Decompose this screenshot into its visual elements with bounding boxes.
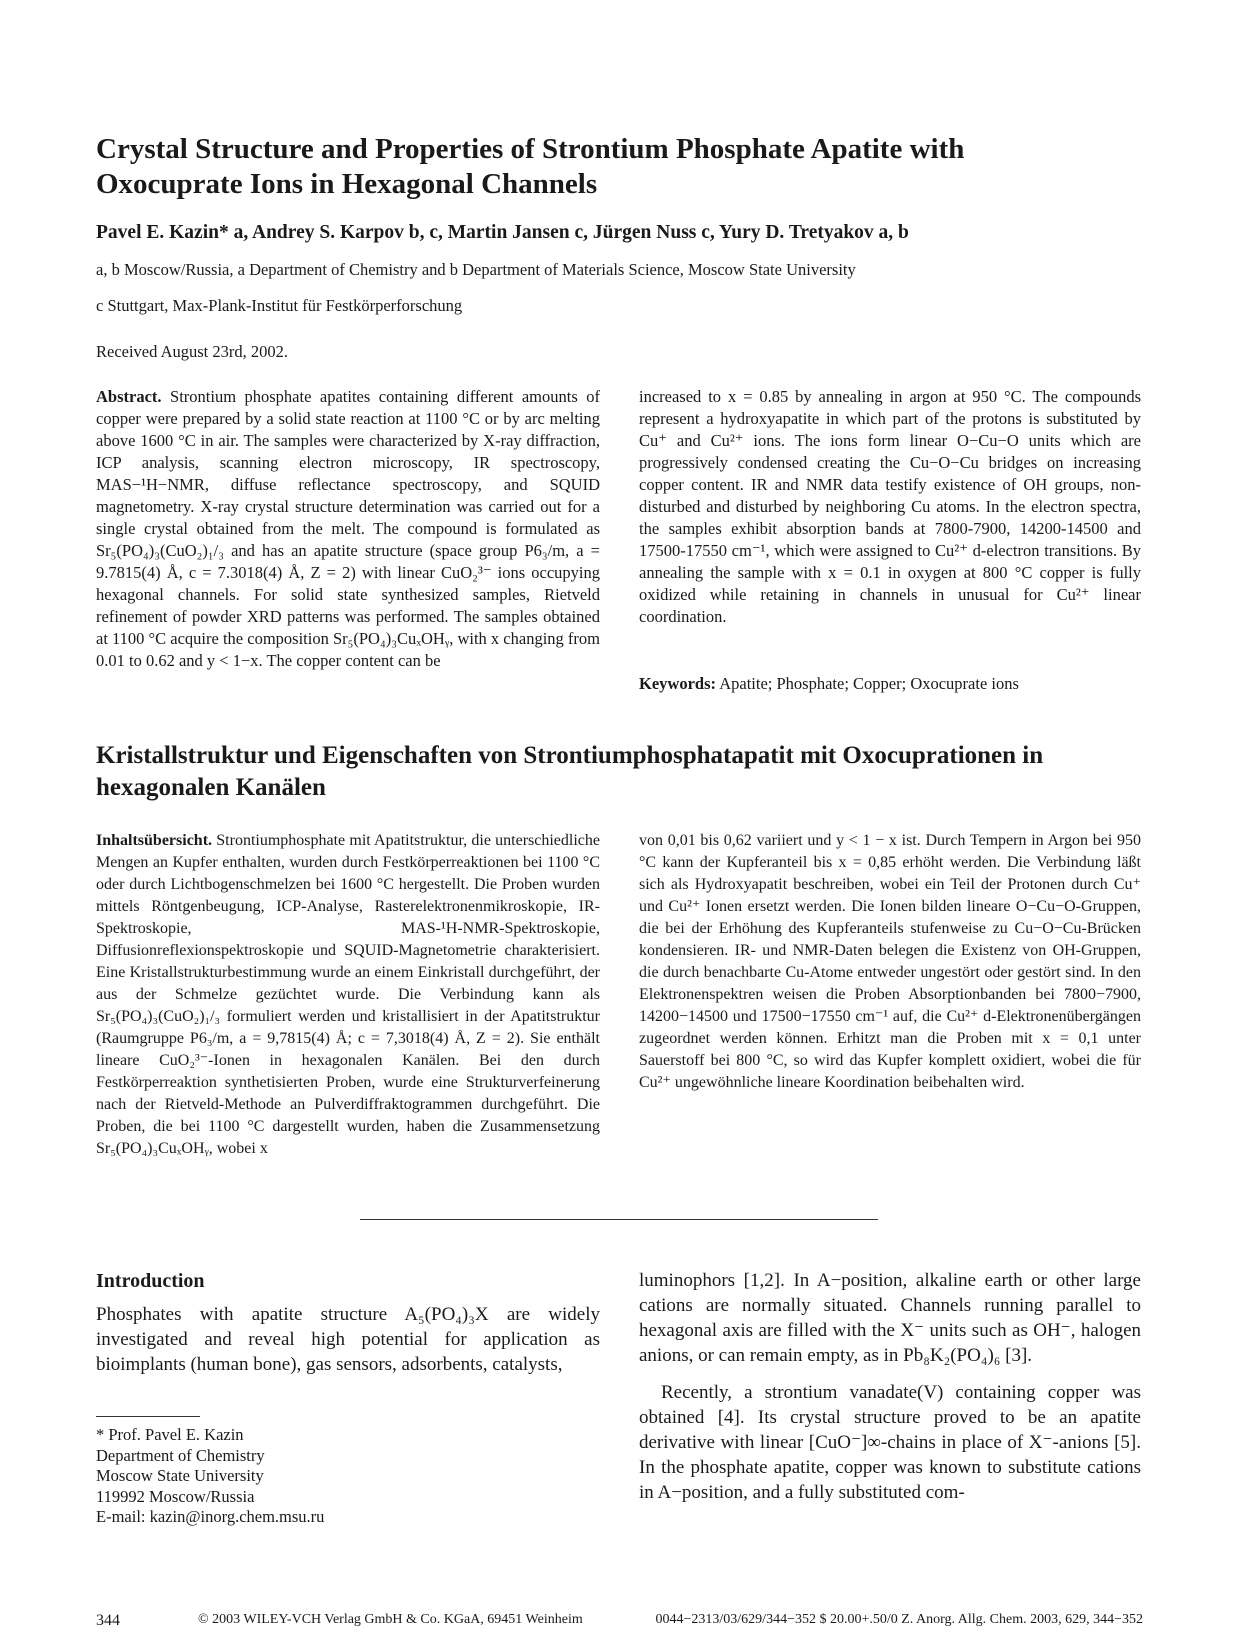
introduction-paragraph-2: Recently, a strontium vanadate(V) containing copper was obtained [4]. Its crystal structure proved to be an apatite derivative with linear [CuO⁻]∞-chains in place of X⁻-anions [5]. In the phosphate apatite, copper was known to substitute cations in A−position, and a fully substituted com- [639,1382,1141,1503]
german-abstract-text-right: von 0,01 bis 0,62 variiert und y < 1 − x ist. Durch Tempern in Argon bei 950 °C kann der Kupferanteil bis x = 0,85 erhöht werden. Die Verbindung läßt sich als Hydroxyapatit beschreiben, wobei ein Teil der Protonen durch Cu⁺ und Cu²⁺ Ionen ersetzt werden. Die Ionen bilden lineare O−Cu−O-Gruppen, die bei der Erhöhung des Kupferanteils stufenweise zu Cu−O−Cu-Brücken kondensieren. IR- und NMR-Daten belegen die Existenz von OH-Gruppen, die durch benachbarte Cu-Atome entweder ungestört oder gestört sind. In den Elektronenspektren weisen die Proben Absorptionbanden bei 7800−7900, 14200−14500 und 17500−17550 cm⁻¹ auf, die Cu²⁺ d-Elektronenübergängen zugeordnet werden können. Erhitzt man die Proben mit x = 0,1 unter Sauerstoff bei 800 °C, so wird das Kupfer komplett oxidiert, wobei die für Cu²⁺ ungewöhnliche lineare Koordination beibehalten wird. [639,832,1141,1091]
footnote-department: Department of Chemistry [96,1445,265,1465]
section-divider [360,1219,878,1220]
german-abstract-label: Inhaltsübersicht. [96,832,213,849]
german-abstract-right-column [639,830,1141,1094]
introduction-heading: Introduction [96,1270,205,1292]
citation-info: 0044−2313/03/629/344−352 $ 20.00+.50/0 Z. Anorg. Allg. Chem. 2003, 629, 344−352 [655,1612,1143,1627]
footnote-email: E-mail: kazin@inorg.chem.msu.ru [96,1507,325,1526]
abstract-right-column [639,386,1141,628]
abstract-text-left: Strontium phosphate apatites containing different amounts of copper were prepared by a solid state reaction at 1100 °C or by arc melting above 1600 °C in air. The samples were characterized by X-ray diffraction, ICP analysis, scanning electron microscopy, IR spectroscopy, MAS−¹H−NMR, diffuse reflectance spectroscopy, and SQUID magnetometry. X-ray crystal structure determination was carried out for a single crystal obtained from the melt. The compound is formulated as Sr₅(PO₄)₃(CuO₂)₁/₃ and has an apatite structure (space group P6₃/m, a = 9.7815(4) Å, c = 7.3018(4) Å, Z = 2) with linear CuO₂³⁻ ions occupying hexagonal channels. For solid state synthesized samples, Rietveld refinement of powder XRD patterns was performed. The samples obtained at 1100 °C acquire the composition Sr₅(PO₄)₃CuₓOHᵧ, with x changing from 0.01 to 0.62 and y < 1−x. The copper content can be [96,387,600,670]
introduction-right-column [639,1268,1141,1505]
german-abstract-text-left: Strontiumphosphate mit Apatitstruktur, die unterschiedliche Mengen an Kupfer enthalten, wurden durch Festkörperreaktionen bei 1100 °C oder durch Lichtbogenschmelzen bei 1600 °C hergestellt. Die Proben wurden mittels Röntgenbeugung, ICP-Analyse, Rasterelektronenmikroskopie, IR-Spektroskopie, MAS-¹H-NMR-Spektroskopie, Diffusionreflexionspektroskopie und SQUID-Magnetometrie charakterisiert. Eine Kristallstrukturbestimmung wurde an einem Einkristall durchgeführt, der aus der Schmelze gezüchtet wurde. Die Verbindung kann als Sr₅(PO₄)₃(CuO₂)₁/₃ formuliert werden und kristallisiert in der Apatitstruktur (Raumgruppe P6₃/m, a = 9,7815(4) Å; c = 7,3018(4) Å, Z = 2). Sie enthält lineare CuO₂³⁻-Ionen in hexagonalen Kanälen. Bei den durch Festkörperreaktion synthetisierten Proben, wurde eine Strukturverfeinerung nach der Rietveld-Methode an Pulverdiffraktogrammen durchgeführt. Die Proben, die bei 1100 °C dargestellt wurden, haben die Zusammensetzung Sr₅(PO₄)₃CuₓOHᵧ, wobei x [96,832,601,1157]
german-abstract-left-column [96,830,600,1160]
affiliation-moscow: a, b Moscow/Russia, a Department of Chemistry and b Department of Materials Science, Moscow State University [96,260,856,279]
german-title: Kristallstruktur und Eigenschaften von Strontiumphosphatapatit mit Oxocuprationen in hexagonalen Kanälen [96,742,1044,801]
received-date: Received August 23rd, 2002. [96,342,289,361]
page-number: 344 [96,1612,120,1629]
corresponding-author-footnote [96,1425,496,1528]
introduction-left-column [96,1302,600,1377]
author-list: Pavel E. Kazin* a, Andrey S. Karpov b, c, Martin Jansen c, Jürgen Nuss c, Yury D. Tretyakov a, b [96,222,909,243]
publisher-copyright: © 2003 WILEY-VCH Verlag GmbH & Co. KGaA, 69451 Weinheim [198,1612,583,1627]
footnote-university: Moscow State University [96,1466,264,1485]
footnote-name: * Prof. Pavel E. Kazin [96,1425,244,1444]
abstract-label: Abstract. [96,387,162,406]
keywords [639,674,1141,694]
keywords-text: Apatite; Phosphate; Copper; Oxocuprate ions [719,674,1019,693]
introduction-paragraph-1: Phosphates with apatite structure A₅(PO₄)₃X are widely investigated and reveal high potential for application as bioimplants (human bone), gas sensors, adsorbents, catalysts, [96,1304,600,1375]
footnote-address: 119992 Moscow/Russia [96,1486,255,1506]
abstract-text-right: increased to x = 0.85 by annealing in argon at 950 °C. The compounds represent a hydroxyapatite in which part of the protons is substituted by Cu⁺ and Cu²⁺ ions. The ions form linear O−Cu−O units which are progressively condensed creating the Cu−O−Cu bridges on increasing copper content. IR and NMR data testify existence of OH groups, non-disturbed and disturbed by neighboring Cu atoms. In the electron spectra, the samples exhibit absorption bands at 7800-7900, 14200-14500 and 17500-17550 cm⁻¹, which were assigned to Cu²⁺ d-electron transitions. By annealing the sample with x = 0.1 in oxygen at 800 °C copper is fully oxidized while retaining in channels in unusual for Cu²⁺ linear coordination. [639,387,1141,626]
abstract-left-column [96,386,600,672]
keywords-label: Keywords: [639,674,716,693]
article-title: Crystal Structure and Properties of Strontium Phosphate Apatite with Oxocuprate Ions in Hexagonal Channels [96,133,965,200]
affiliation-stuttgart: c Stuttgart, Max-Plank-Institut für Festkörperforschung [96,296,463,315]
footnote-divider [96,1416,200,1417]
introduction-paragraph-continued: luminophors [1,2]. In A−position, alkaline earth or other large cations are normally situated. Channels running parallel to hexagonal axis are filled with the X⁻ units such as OH⁻, halogen anions, or can remain empty, as in Pb₈K₂(PO₄)₆ [3]. [639,1270,1141,1366]
